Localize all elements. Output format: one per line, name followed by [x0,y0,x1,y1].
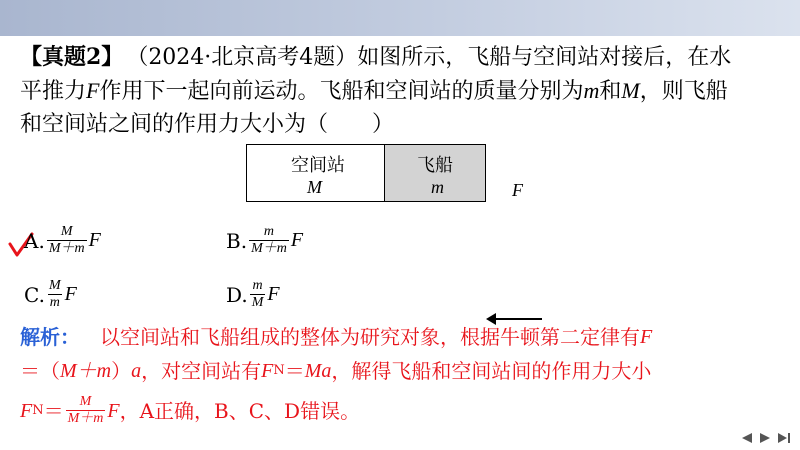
option-b-tail: F [290,229,304,251]
solution-frac-num: M [79,394,92,409]
var-M: M [621,78,640,103]
solution-fraction [66,394,106,427]
solution-var-Mm: M＋m [60,360,112,382]
solution-text-2d: ，解得飞船和空间站间的作用力大小 [331,359,652,383]
question-text-2c: 和 [599,79,622,104]
solution-sub-N2: N [32,402,44,418]
option-a-letter: A. [24,228,45,253]
question-line-2 [20,74,728,109]
var-F: F [86,78,100,103]
solution-frac-tail: F [107,399,120,422]
option-c[interactable] [24,278,77,311]
solution-eq: ＝ [284,359,305,383]
solution-label: 解析： [20,325,80,349]
option-a-fraction [47,224,87,257]
station-mass: M [307,177,322,197]
option-d-den: M [251,295,264,310]
solution-sub-N: N [273,363,285,378]
option-b-letter: B. [226,228,248,253]
question-text-2b: 作用下一起向前运动。飞船和空间站的质量分别为 [99,79,584,104]
option-c-letter: C. [24,282,45,307]
solution-text-1: 以空间站和飞船组成的整体为研究对象，根据牛顿第二定律有 [100,325,640,349]
option-c-tail: F [64,283,77,305]
solution-var-F2: F [20,399,33,422]
option-a-num: M [60,224,73,239]
question-text-1: 如图所示，飞船与空间站对接后，在水 [357,45,732,70]
ship-label: 飞船 [417,155,453,176]
option-a-tail: F [88,229,101,251]
solution-var-a: a [131,360,142,382]
option-d-fraction [250,278,266,311]
solution-line-1 [20,322,652,352]
solution-text-3: ，A正确，B、C、D错误。 [119,398,361,423]
option-c-num: M [48,278,61,293]
solution-var-F: F [640,326,653,348]
solution-eq2: ＝ [43,398,64,423]
solution-line-2 [20,356,651,386]
option-b-num: m [263,224,275,239]
option-b-fraction [249,224,289,257]
option-a[interactable] [24,224,101,257]
diagram [246,144,546,204]
force-label: F [512,180,523,200]
solution-text-2b: ） [111,359,132,383]
next-icon[interactable] [776,432,792,444]
spaceship-box [384,144,486,202]
solution-line-3 [20,394,360,427]
solution-text-2a: ＝（ [20,359,60,383]
question-text-2a: 平推力 [20,79,87,104]
header-bar [0,0,800,36]
option-d-num: m [252,278,263,293]
space-station-box [246,144,386,202]
option-b[interactable] [226,224,303,257]
prev-icon[interactable] [740,432,754,444]
option-d-letter: D. [226,282,248,307]
question-line-1 [20,40,731,75]
question-tag: 【真题2】 [20,44,124,70]
solution-frac-den: M＋m [67,411,104,426]
ship-mass: m [431,177,444,197]
solution-text-2c: ，对空间站有 [141,359,262,383]
slide-nav [740,432,792,444]
station-label: 空间站 [291,155,345,176]
solution-var-Ma: Ma [304,360,332,382]
solution-var-FN: F [261,360,274,382]
option-b-den: M＋m [251,241,287,256]
option-c-den: m [49,295,60,310]
play-icon[interactable] [758,432,772,444]
force-arrow [494,318,542,320]
option-d[interactable] [226,278,280,311]
var-m: m [583,78,600,103]
option-d-tail: F [267,283,280,305]
option-c-fraction [47,278,63,311]
option-a-den: M＋m [48,241,85,256]
question-line-3: 和空间站之间的作用力大小为（ ） [20,112,395,137]
question-source: （2024·北京高考4题） [137,45,358,70]
question-text-2d: ，则飞船 [639,79,728,104]
